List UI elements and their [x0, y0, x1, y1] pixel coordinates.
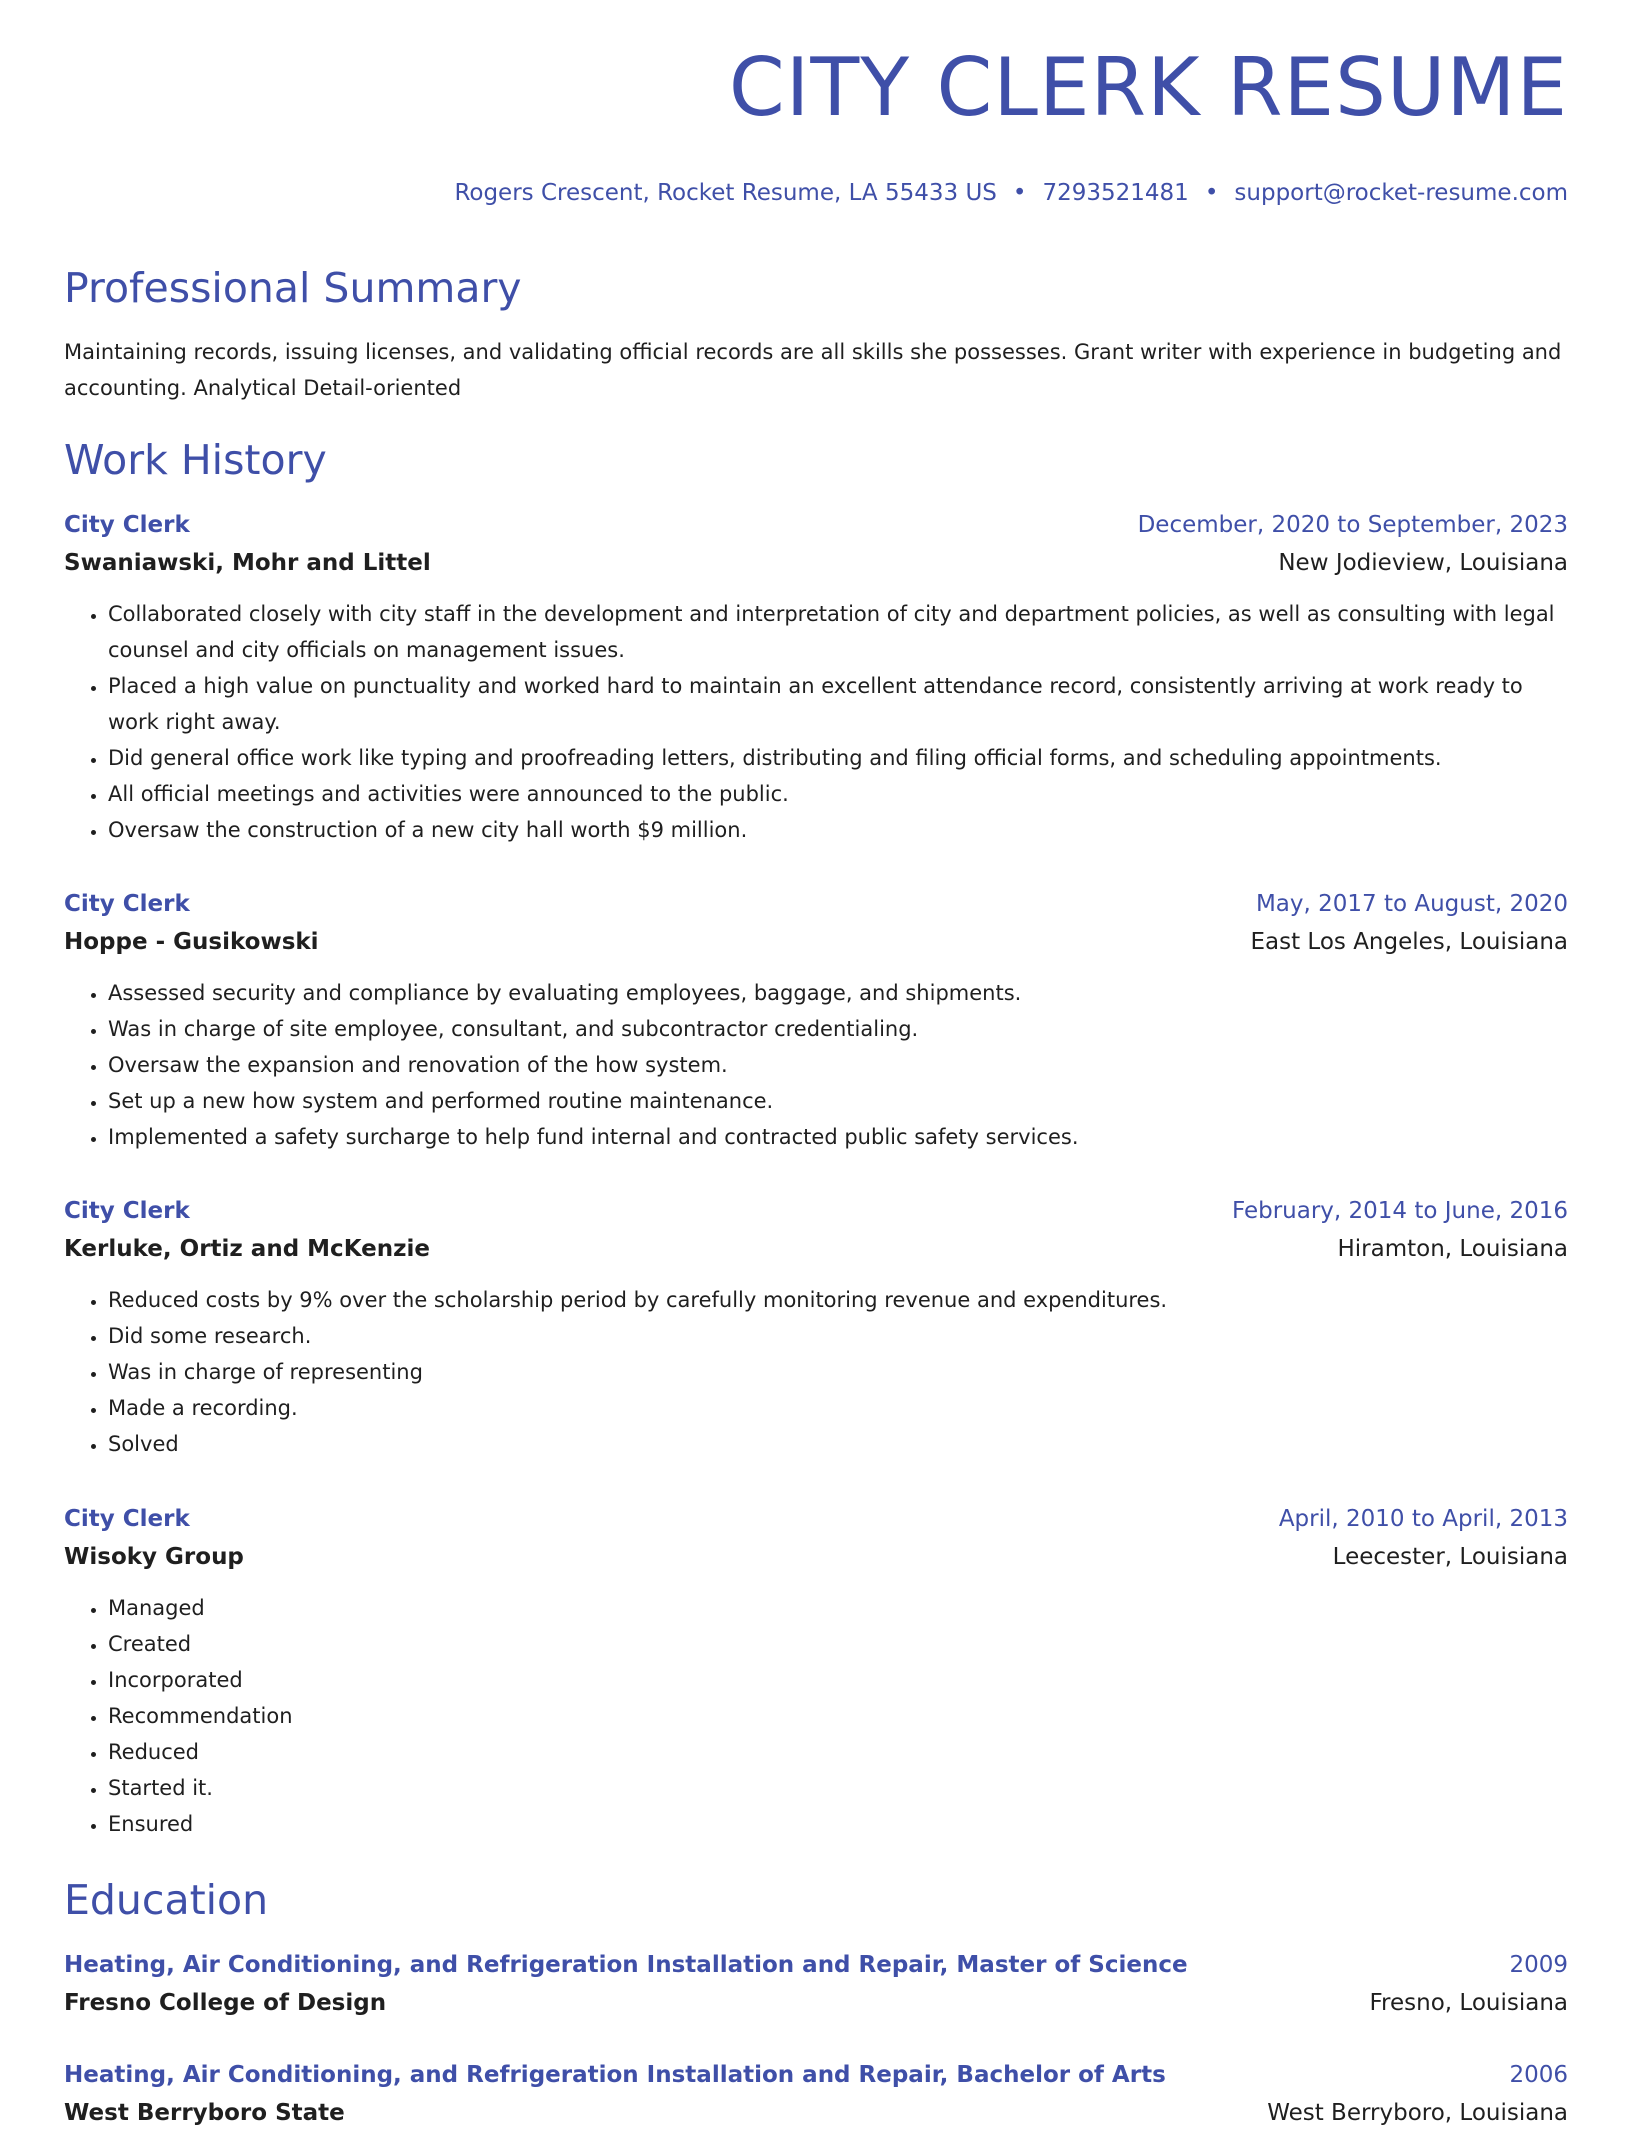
job-entry — [64, 1500, 1568, 1842]
job-entry — [64, 885, 1568, 1155]
job-entry — [64, 1192, 1568, 1462]
job-bullet: • All official meetings and activities were announced to the public. — [108, 776, 1568, 812]
job-bullet: • Solved — [108, 1426, 1568, 1462]
education-location: West Berryboro, Louisiana — [1267, 2100, 1568, 2126]
summary-heading: Professional Summary — [64, 264, 522, 312]
job-bullet: • Recommendation — [108, 1698, 1568, 1734]
job-bullet: • Oversaw the construction of a new city hall worth $9 million. — [108, 812, 1568, 848]
job-location: East Los Angeles, Louisiana — [1250, 929, 1568, 955]
job-bullet: • Reduced — [108, 1734, 1568, 1770]
resume-title: CITY CLERK RESUME — [728, 41, 1568, 134]
job-location: Hiramton, Louisiana — [1337, 1236, 1568, 1262]
contact-email: support@rocket-resume.com — [1234, 180, 1568, 206]
job-title: City Clerk — [64, 891, 190, 917]
job-bullet: • Was in charge of site employee, consultant, and subcontractor credentialing. — [108, 1011, 1568, 1047]
contact-address: Rogers Crescent, Rocket Resume, LA 55433 US — [454, 180, 997, 206]
education-year: 2009 — [1509, 1952, 1568, 1978]
job-bullet: • Set up a new how system and performed routine maintenance. — [108, 1083, 1568, 1119]
job-employer: Kerluke, Ortiz and McKenzie — [64, 1236, 430, 1262]
job-bullet: • Implemented a safety surcharge to help fund internal and contracted public safety services. — [108, 1119, 1568, 1155]
job-dates: April, 2010 to April, 2013 — [1278, 1506, 1568, 1532]
education-location: Fresno, Louisiana — [1369, 1990, 1568, 2016]
job-title: City Clerk — [64, 512, 190, 538]
work-history-heading: Work History — [64, 436, 327, 484]
job-bullet: • Did some research. — [108, 1318, 1568, 1354]
education-heading: Education — [64, 1876, 269, 1924]
job-dates: December, 2020 to September, 2023 — [1137, 512, 1568, 538]
job-entry — [64, 506, 1568, 848]
job-employer: Hoppe - Gusikowski — [64, 929, 319, 955]
education-entry — [64, 1946, 1568, 2022]
education-entry — [64, 2056, 1568, 2132]
job-bullet: • Collaborated closely with city staff in the development and interpretation of city and department policies, as well as consulting with legal counsel and city officials on management issues. — [108, 596, 1568, 668]
job-bullets — [64, 975, 1568, 1155]
job-employer: Swaniawski, Mohr and Littel — [64, 550, 431, 576]
job-bullet: • Did general office work like typing and proofreading letters, distributing and filing official forms, and scheduling appointments. — [108, 740, 1568, 776]
job-bullet: • Was in charge of representing — [108, 1354, 1568, 1390]
job-bullet: • Oversaw the expansion and renovation of the how system. — [108, 1047, 1568, 1083]
job-bullet: • Ensured — [108, 1806, 1568, 1842]
job-dates: February, 2014 to June, 2016 — [1231, 1198, 1568, 1224]
job-bullet: • Managed — [108, 1590, 1568, 1626]
contact-line — [454, 180, 1568, 206]
job-employer: Wisoky Group — [64, 1544, 244, 1570]
summary-text: Maintaining records, issuing licenses, and validating official records are all skills she possesses. Grant writer with experience in budgeting and accounting. Analytical Detail-oriented — [64, 340, 1562, 400]
job-bullets — [64, 1590, 1568, 1842]
job-bullet: • Placed a high value on punctuality and worked hard to maintain an excellent attendance record, consistently arriving at work ready to work right away. — [108, 668, 1568, 740]
job-bullet: • Started it. — [108, 1770, 1568, 1806]
education-school: West Berryboro State — [64, 2100, 345, 2126]
contact-separator: • — [1204, 180, 1219, 206]
job-bullets — [64, 596, 1568, 848]
education-degree: Heating, Air Conditioning, and Refrigeration Installation and Repair, Master of Science — [64, 1952, 1188, 1978]
job-title: City Clerk — [64, 1506, 190, 1532]
job-bullet: • Made a recording. — [108, 1390, 1568, 1426]
education-year: 2006 — [1509, 2062, 1568, 2088]
job-bullet: • Assessed security and compliance by evaluating employees, baggage, and shipments. — [108, 975, 1568, 1011]
job-bullets — [64, 1282, 1568, 1462]
contact-phone: 7293521481 — [1042, 180, 1189, 206]
contact-separator: • — [1012, 180, 1027, 206]
job-location: Leecester, Louisiana — [1332, 1544, 1568, 1570]
job-title: City Clerk — [64, 1198, 190, 1224]
job-dates: May, 2017 to August, 2020 — [1255, 891, 1568, 917]
education-degree: Heating, Air Conditioning, and Refrigeration Installation and Repair, Bachelor of Arts — [64, 2062, 1166, 2088]
job-bullet: • Incorporated — [108, 1662, 1568, 1698]
job-bullet: • Reduced costs by 9% over the scholarship period by carefully monitoring revenue and expenditures. — [108, 1282, 1568, 1318]
education-school: Fresno College of Design — [64, 1990, 387, 2016]
job-bullet: • Created — [108, 1626, 1568, 1662]
job-location: New Jodieview, Louisiana — [1278, 550, 1568, 576]
